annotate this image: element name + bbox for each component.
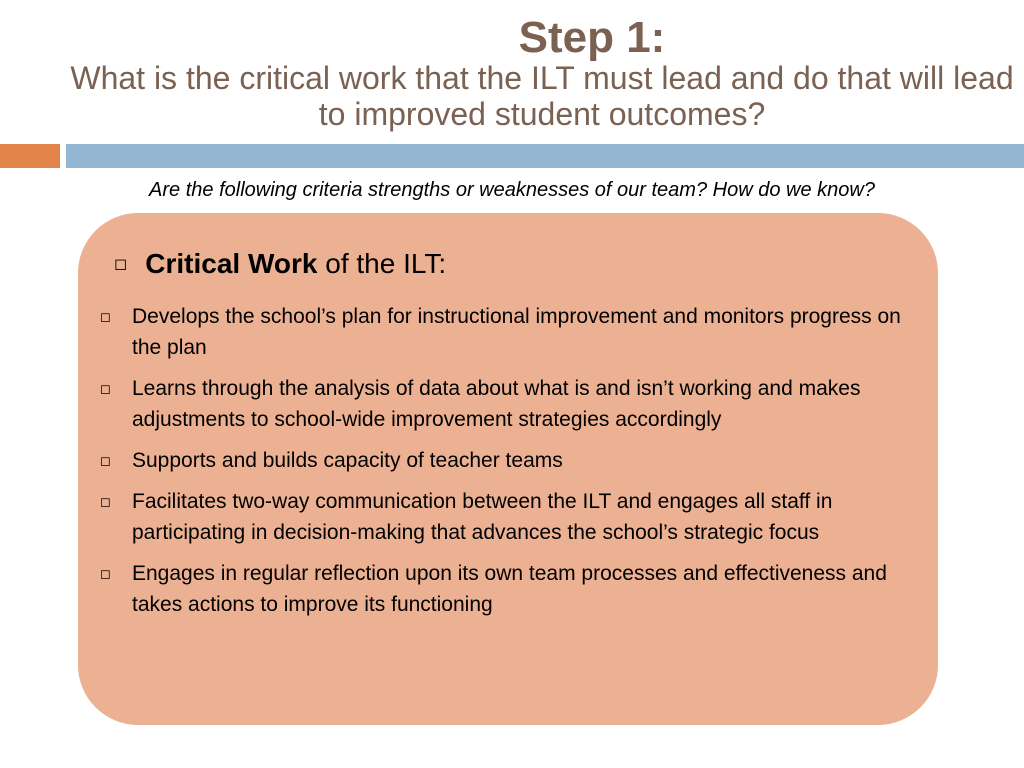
list-item: [100, 445, 930, 476]
square-bullet-icon: ◻: [100, 381, 111, 396]
heading-rest-text: of the ILT:: [317, 248, 447, 279]
panel-heading: [114, 248, 446, 280]
subtitle-question: Are the following criteria strengths or weaknesses of our team? How do we know?: [149, 179, 875, 201]
heading-bold-text: Critical Work: [145, 248, 318, 279]
criteria-list: [100, 301, 930, 630]
square-bullet-icon: ◻: [100, 494, 111, 509]
list-item: [100, 373, 930, 435]
title-step: Step 1:: [518, 13, 666, 62]
list-item: [100, 486, 930, 548]
square-bullet-icon: ◻: [114, 256, 128, 273]
slide-title: [60, 12, 1024, 132]
square-bullet-icon: ◻: [100, 566, 111, 581]
list-item-text: Facilitates two-way communication between the ILT and engages all staff in participating in decision-making that advances the school’s strategic focus: [132, 490, 833, 544]
title-question: What is the critical work that the ILT must lead and do that will lead to improved student outcomes?: [70, 60, 1014, 132]
list-item: [100, 301, 930, 363]
list-item-text: Learns through the analysis of data about what is and isn’t working and makes adjustments to school-wide improvement strategies accordingly: [132, 377, 861, 431]
list-item-text: Develops the school’s plan for instructional improvement and monitors progress on the plan: [132, 305, 901, 359]
blue-divider-bar: [66, 144, 1024, 168]
square-bullet-icon: ◻: [100, 309, 111, 324]
square-bullet-icon: ◻: [100, 453, 111, 468]
list-item: [100, 558, 930, 620]
list-item-text: Supports and builds capacity of teacher teams: [132, 449, 563, 472]
orange-divider-bar: [0, 144, 60, 168]
list-item-text: Engages in regular reflection upon its own team processes and effectiveness and takes actions to improve its functioning: [132, 562, 887, 616]
